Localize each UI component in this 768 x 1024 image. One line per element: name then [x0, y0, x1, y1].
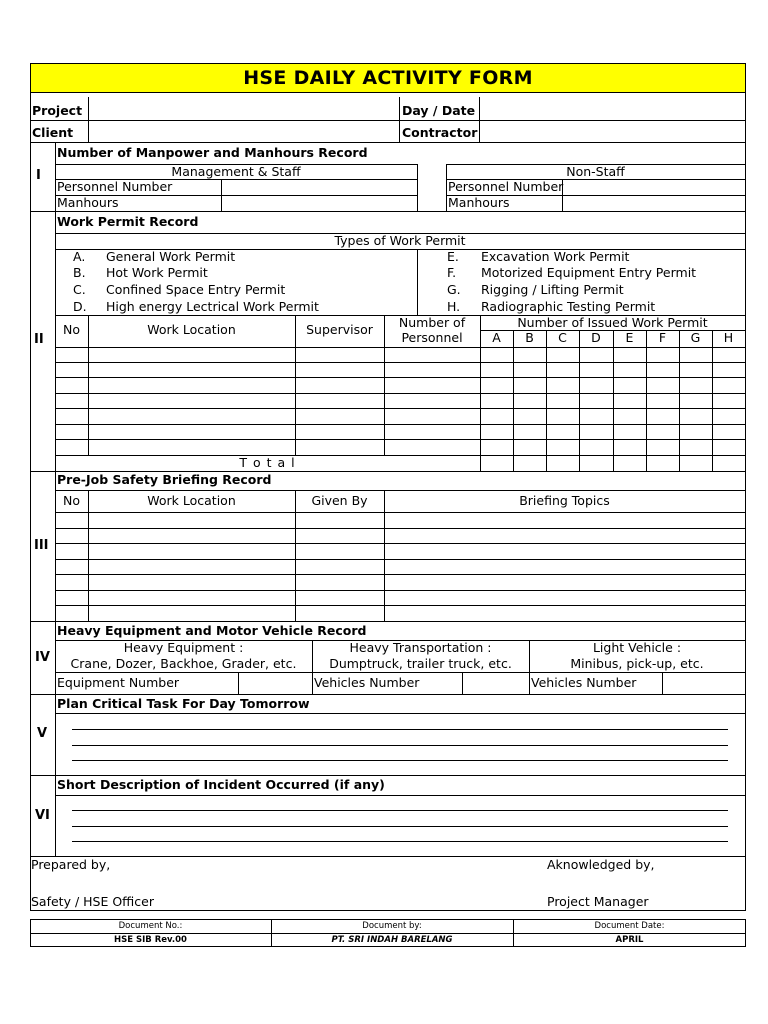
- rule: [55, 713, 745, 714]
- doc-no-value: HSE SIB Rev.00: [114, 935, 187, 945]
- manhours-label: Manhours: [57, 195, 119, 210]
- permit-letter: G.: [447, 282, 461, 297]
- client-field[interactable]: [89, 121, 398, 141]
- rule: [679, 330, 680, 471]
- form-title: HSE DAILY ACTIVITY FORM: [31, 64, 745, 93]
- col-no: No: [63, 322, 80, 337]
- writing-line[interactable]: [72, 826, 728, 827]
- rule: [31, 211, 745, 212]
- col-supervisor: Supervisor: [306, 322, 373, 337]
- col-letter-a: A: [492, 330, 501, 345]
- vehicles-number-label: Vehicles Number: [314, 675, 420, 690]
- contractor-field[interactable]: [480, 121, 744, 141]
- permit-name: High energy Lectrical Work Permit: [106, 299, 319, 314]
- heavy-equipment-examples: Crane, Dozer, Backhoe, Grader, etc.: [70, 656, 297, 671]
- writing-line[interactable]: [72, 760, 728, 761]
- col-work-location: Work Location: [147, 493, 236, 508]
- rule: [55, 559, 745, 560]
- non-staff-header: Non-Staff: [566, 164, 625, 179]
- rule: [55, 605, 745, 606]
- col-given-by: Given By: [311, 493, 368, 508]
- rule: [31, 142, 745, 143]
- rule: [613, 330, 614, 471]
- client-label: Client: [32, 125, 74, 140]
- acknowledged-role: Project Manager: [547, 894, 649, 909]
- rule: [31, 775, 745, 776]
- rule: [384, 490, 385, 621]
- light-vehicle-examples: Minibus, pick-up, etc.: [570, 656, 704, 671]
- manhours-label: Manhours: [448, 195, 510, 210]
- rule: [55, 490, 745, 491]
- col-no: No: [63, 493, 80, 508]
- rule: [55, 574, 745, 575]
- section-title: Heavy Equipment and Motor Vehicle Record: [57, 623, 367, 638]
- rule: [55, 408, 745, 409]
- rule: [88, 490, 89, 621]
- rule: [55, 377, 745, 378]
- rule: [662, 672, 663, 694]
- rule: [55, 439, 745, 440]
- total-label: T o t a l: [239, 455, 296, 470]
- project-label: Project: [32, 103, 83, 118]
- rule: [462, 672, 463, 694]
- permit-name: Rigging / Lifting Permit: [481, 282, 624, 297]
- section-title: Plan Critical Task For Day Tomorrow: [57, 696, 310, 711]
- col-personnel: Personnel: [401, 330, 463, 345]
- section-numeral: VI: [35, 808, 50, 823]
- section-numeral: V: [37, 726, 48, 741]
- col-letter-f: F: [658, 330, 667, 345]
- permit-name: Motorized Equipment Entry Permit: [481, 265, 697, 280]
- writing-line[interactable]: [72, 729, 728, 730]
- writing-line[interactable]: [72, 810, 728, 811]
- acknowledged-by-label: Aknowledged by,: [547, 857, 655, 872]
- heavy-equipment-title: Heavy Equipment :: [123, 640, 244, 655]
- col-letter-g: G: [690, 330, 701, 345]
- heavy-transport-examples: Dumptruck, trailer truck, etc.: [329, 656, 512, 671]
- doc-by-value: PT. SRI INDAH BARELANG: [331, 935, 453, 945]
- rule: [238, 672, 239, 694]
- rule: [31, 694, 745, 695]
- rule: [55, 543, 745, 544]
- col-letter-h: H: [723, 330, 734, 345]
- rule: [30, 933, 746, 934]
- rule: [417, 249, 418, 315]
- day-date-label: Day / Date: [402, 103, 476, 118]
- doc-no-label: Document No.:: [118, 921, 183, 931]
- col-number-of: Number of: [398, 315, 466, 330]
- col-issued-permit: Number of Issued Work Permit: [517, 315, 708, 330]
- prepared-by-label: Prepared by,: [31, 857, 111, 872]
- col-letter-c: C: [558, 330, 567, 345]
- permit-name: Radiographic Testing Permit: [481, 299, 656, 314]
- col-briefing-topics: Briefing Topics: [519, 493, 610, 508]
- col-letter-d: D: [591, 330, 601, 345]
- section-numeral: II: [34, 332, 44, 347]
- section-title: Short Description of Incident Occurred (if any): [57, 777, 385, 792]
- project-field[interactable]: [89, 98, 398, 119]
- permit-name: Hot Work Permit: [106, 265, 208, 280]
- permit-name: General Work Permit: [106, 249, 236, 264]
- rule: [55, 672, 745, 673]
- section-numeral: I: [36, 168, 41, 183]
- rule: [221, 179, 222, 211]
- day-date-field[interactable]: [480, 98, 744, 119]
- prepared-role: Safety / HSE Officer: [31, 894, 154, 909]
- rule: [55, 424, 745, 425]
- permit-letter: H.: [447, 299, 461, 314]
- rule: [399, 97, 400, 142]
- permit-name: Confined Space Entry Permit: [106, 282, 286, 297]
- equipment-number-label: Equipment Number: [57, 675, 180, 690]
- col-letter-e: E: [625, 330, 634, 345]
- permit-letter: B.: [73, 265, 86, 280]
- rule: [55, 347, 745, 348]
- section-title: Work Permit Record: [57, 214, 199, 229]
- types-header: Types of Work Permit: [334, 233, 466, 248]
- personnel-number-label: Personnel Number: [448, 179, 564, 194]
- rule: [712, 330, 713, 471]
- rule: [55, 393, 745, 394]
- vehicles-number-label: Vehicles Number: [531, 675, 637, 690]
- personnel-number-label: Personnel Number: [57, 179, 173, 194]
- rule: [55, 795, 745, 796]
- section-title: Number of Manpower and Manhours Record: [57, 145, 368, 160]
- rule: [55, 512, 745, 513]
- section-numeral: III: [34, 538, 49, 553]
- writing-line[interactable]: [72, 745, 728, 746]
- permit-letter: E.: [447, 249, 459, 264]
- rule: [55, 528, 745, 529]
- light-vehicle-title: Light Vehicle :: [592, 640, 682, 655]
- permit-letter: A.: [73, 249, 86, 264]
- permit-letter: C.: [73, 282, 86, 297]
- heavy-transport-title: Heavy Transportation :: [349, 640, 492, 655]
- rule: [646, 330, 647, 471]
- mgmt-staff-header: Management & Staff: [171, 164, 301, 179]
- col-work-location: Work Location: [147, 322, 236, 337]
- permit-letter: D.: [73, 299, 87, 314]
- rule: [31, 621, 745, 622]
- doc-date-label: Document Date:: [594, 921, 665, 931]
- section-numeral: IV: [35, 650, 50, 665]
- rule: [546, 330, 547, 471]
- rule: [579, 330, 580, 471]
- rule: [55, 362, 745, 363]
- section-title: Pre-Job Safety Briefing Record: [57, 472, 272, 487]
- rule: [295, 490, 296, 621]
- permit-name: Excavation Work Permit: [481, 249, 630, 264]
- rule: [417, 164, 418, 211]
- doc-date-value: APRIL: [615, 935, 644, 945]
- contractor-label: Contractor: [402, 125, 478, 140]
- rule: [55, 590, 745, 591]
- doc-by-label: Document by:: [362, 921, 422, 931]
- col-letter-b: B: [525, 330, 534, 345]
- rule: [513, 330, 514, 471]
- writing-line[interactable]: [72, 841, 728, 842]
- permit-letter: F.: [447, 265, 457, 280]
